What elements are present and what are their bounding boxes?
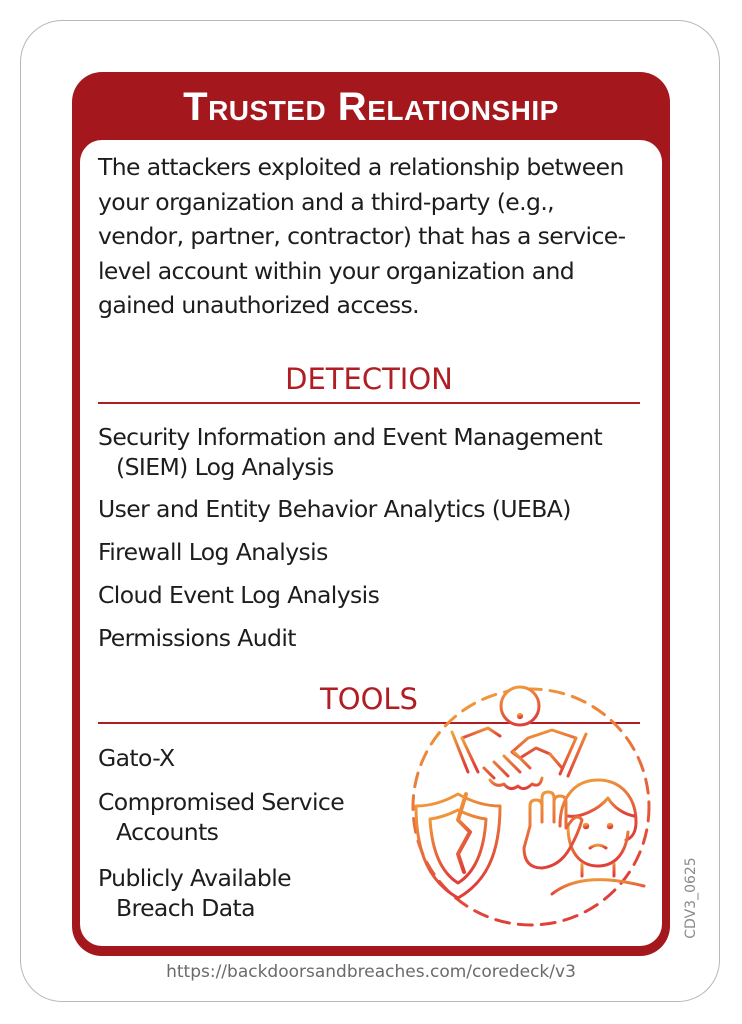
detection-item-siem	[98, 422, 602, 482]
tools-item-compromised-accounts-line2: Accounts	[116, 818, 219, 846]
tools-heading: TOOLS	[320, 682, 418, 716]
detection-item-firewall: Firewall Log Analysis	[98, 538, 328, 566]
trusted-relationship-artwork	[400, 676, 662, 938]
detection-item-permissions: Permissions Audit	[98, 624, 296, 652]
tools-item-breach-data-line2: Breach Data	[116, 894, 255, 922]
tools-item-breach-data	[98, 863, 291, 923]
card-code-label: CDV3_0625	[683, 857, 699, 939]
detection-divider	[98, 402, 640, 404]
detection-heading: DETECTION	[285, 362, 453, 396]
card-description: The attackers exploited a relationship between your organization and a third-party (e.g., vendor, partner, contractor) that has a service-level account within your organization and gained unauthorized access.	[98, 153, 626, 319]
detection-item-siem-line1: Security Information and Event Management	[98, 423, 603, 451]
detection-item-siem-line2: (SIEM) Log Analysis	[116, 453, 334, 481]
card-code	[672, 850, 712, 960]
tools-item-compromised-accounts	[98, 787, 344, 847]
tools-item-compromised-accounts-line1: Compromised Service	[98, 788, 345, 816]
broken-shield-icon	[416, 794, 500, 898]
card-url[interactable]: https://backdoorsandbreaches.com/coredeck/v3	[166, 962, 576, 982]
handshake-icon	[452, 728, 586, 789]
tools-item-breach-data-line1: Publicly Available	[98, 864, 292, 892]
detection-item-ueba: User and Entity Behavior Analytics (UEBA)	[98, 495, 571, 523]
tools-item-gato-x: Gato-X	[98, 744, 175, 772]
alert-icon	[501, 687, 539, 725]
detection-item-cloud-event: Cloud Event Log Analysis	[98, 581, 380, 609]
card-title: Trusted Relationship	[183, 85, 559, 129]
